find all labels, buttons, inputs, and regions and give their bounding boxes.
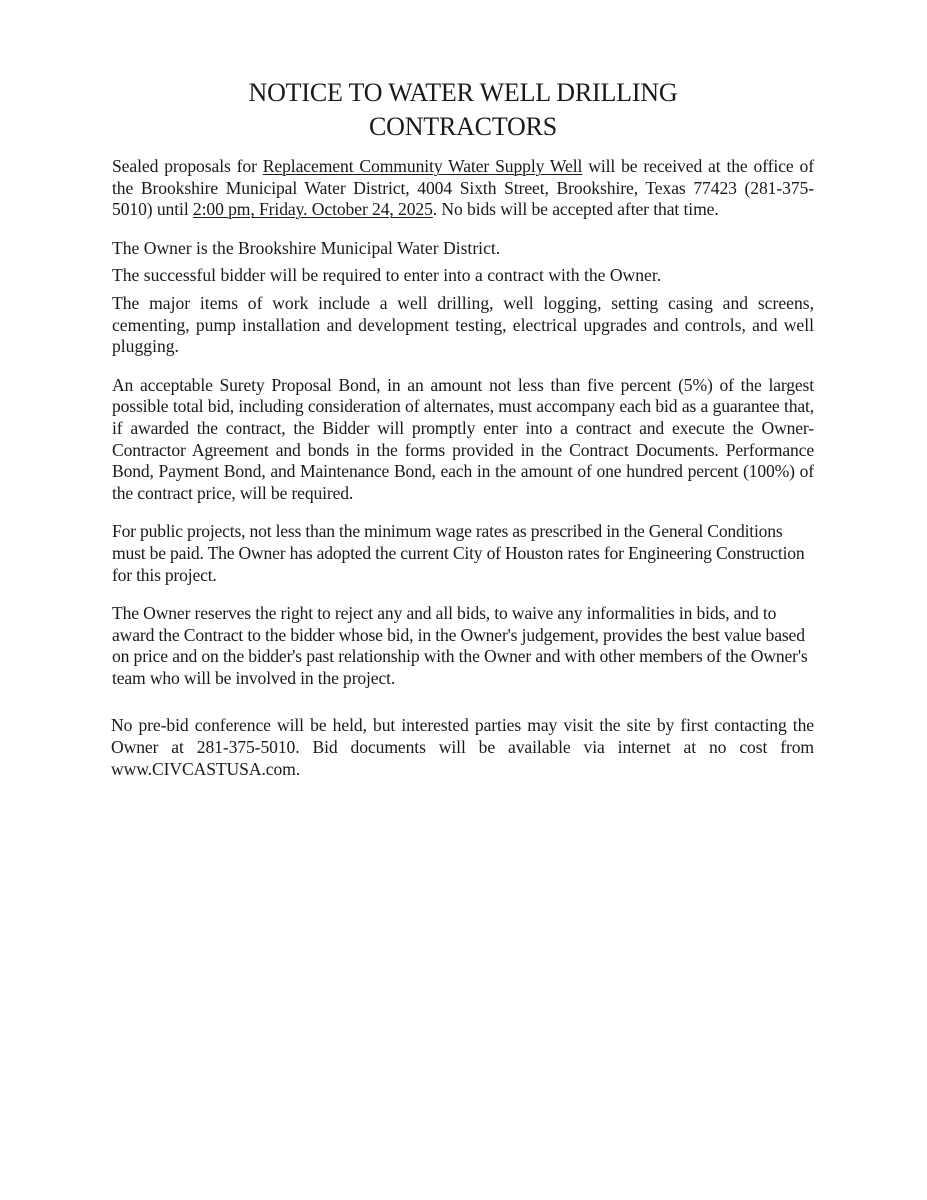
surety-bond-paragraph: An acceptable Surety Proposal Bond, in an amount not less than five percent (5%) of the largest possible total bid, including consideration of alternates, must accompany each bid as a guarantee that, if awarded the contract, the Bidder will promptly enter into a contract and execute the Owner-Contractor Agreement and bonds in the forms provided in the Contract Documents. Performance Bond, Payment Bond, and Maintenance Bond, each in the amount of one hundred percent (100%) of the contract price, will be required. xyxy=(112,374,814,503)
pre-bid-paragraph: No pre-bid conference will be held, but interested parties may visit the site by first contacting the Owner at 281-375-5010. Bid documents will be available via internet at no cost from www.CIVCASTUSA.com. xyxy=(111,715,814,779)
notice-document xyxy=(112,76,814,780)
sealed-prefix: Sealed proposals for xyxy=(112,156,263,176)
wage-rates-paragraph: For public projects, not less than the minimum wage rates as prescribed in the General Conditions must be paid. The Owner has adopted the current City of Houston rates for Engineering Construction for this project. xyxy=(112,521,805,585)
owner-reserves-paragraph: The Owner reserves the right to reject any and all bids, to waive any informalities in bids, and to award the Contract to the bidder whose bid, in the Owner's judgement, provides the best value based on price and on the bidder's past relationship with the Owner and with other members of the Owner's team who will be involved in the project. xyxy=(112,603,808,688)
sealed-suffix: . No bids will be accepted after that time. xyxy=(432,199,719,220)
contract-statement: The successful bidder will be required to enter into a contract with the Owner. xyxy=(112,265,662,286)
notice-title xyxy=(112,76,814,144)
owner-statement: The Owner is the Brookshire Municipal Water District. xyxy=(112,237,501,258)
sealed-proposals-paragraph xyxy=(112,156,814,221)
sealed-middle: will be received at the office of the Brookshire Municipal Water District, 4004 Sixth Street, Brookshire, Texas 77423 (281-375-5010) until xyxy=(112,156,814,220)
major-items-paragraph: The major items of work include a well drilling, well logging, setting casing and screens, cementing, pump installation and development testing, electrical upgrades and controls, and well plugging. xyxy=(112,292,814,357)
notice-title-line-1: NOTICE TO WATER WELL DRILLING xyxy=(248,78,678,107)
notice-title-line-2: CONTRACTORS xyxy=(368,112,558,141)
bid-deadline: 2:00 pm, Friday. October 24, 2025 xyxy=(192,199,433,220)
project-name: Replacement Community Water Supply Well xyxy=(262,156,583,176)
